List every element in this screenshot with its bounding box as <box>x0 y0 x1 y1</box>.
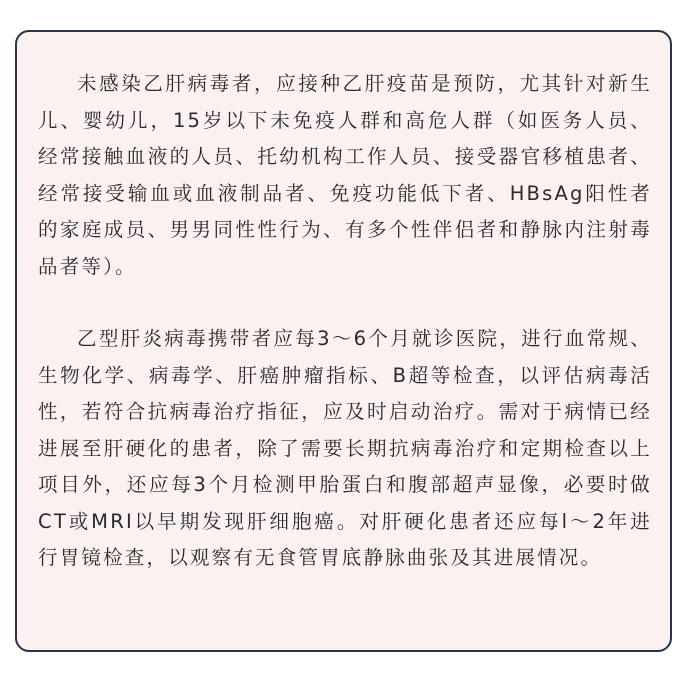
paragraph-prevention: 未感染乙肝病毒者，应接种乙肝疫苗是预防，尤其针对新生儿、婴幼儿，15岁以下未免疫人群和高危人群（如医务人员、经常接触血液的人员、托幼机构工作人员、接受器官移植患者、经常接受输血或血液制品者、免疫功能低下者、HBsAg阳性者的家庭成员、男男同性性行为、有多个性伴侣者和静脉内注射毒品者等）。 <box>38 72 652 278</box>
paragraph-carrier-followup: 乙型肝炎病毒携带者应每3～6个月就诊医院，进行血常规、生物化学、病毒学、肝癌肿瘤指标、B超等检查，以评估病毒活性，若符合抗病毒治疗指征，应及时启动治疗。需对于病情已经进展至肝硬化的患者，除了需要长期抗病毒治疗和定期检查以上项目外，还应每3个月检测甲胎蛋白和腹部超声显像，必要时做CT或MRI以早期发现肝细胞癌。对肝硬化患者还应每l～2年进行胃镜检查，以观察有无食管胃底静脉曲张及其进展情况。 <box>38 327 652 569</box>
article-body <box>38 66 652 577</box>
